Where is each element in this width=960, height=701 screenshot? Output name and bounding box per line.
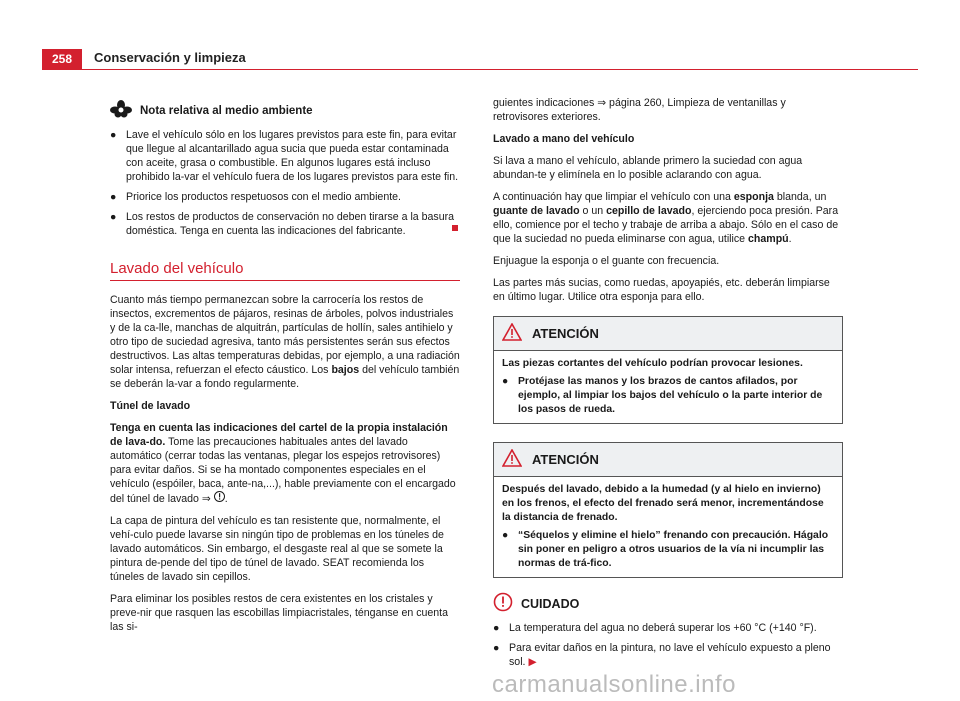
- section-paragraph: Para eliminar los posibles restos de cera existentes en los cristales y preve-nir que rasquen las escobillas limpiacristales, ténganse en cuenta las si-: [110, 593, 449, 633]
- list-item: ● Priorice los productos respetuosos con el medio ambiente.: [110, 191, 401, 203]
- env-note-title: Nota relativa al medio ambiente: [140, 105, 313, 117]
- list-item: ● “Séquelos y elimine el hielo” frenando con precaución. Hágalo sin poner en peligro a otros usuarios de la vía ni incumplir las normas de trá-fico.: [502, 530, 829, 569]
- warning-triangle-icon: [502, 323, 522, 344]
- warning-title: ATENCIÓN: [532, 325, 599, 341]
- tunnel-paragraph: Tenga en cuenta las indicaciones del cartel de la propia instalación de lava-do. Tome las precauciones habituales antes del lavado automático (cerrar todas las ventanas, plegar los espejos retrovisores) para evitar daños. Si se ha montado componentes especiales en el vehículo (espóiler, baca, ante-na,...), hable previamente con el encargado del túnel de lavado ⇒ .: [110, 422, 456, 505]
- warning-header: [494, 443, 842, 477]
- bullet-icon: ●: [493, 642, 500, 654]
- section-rule: [110, 280, 460, 281]
- bullet-icon: ●: [110, 129, 117, 141]
- section-paragraph: La capa de pintura del vehículo es tan resistente que, normalmente, el vehí-culo puede lavarse sin ningún tipo de problemas en los túneles de lavado automáticos. Sin embargo, el desgaste real al que se somete la pintura de-pende del tipo de túnel de lavado. SEAT recomienda los túneles de lavado sin cepillos.: [110, 515, 444, 583]
- end-marker-icon: [452, 218, 458, 236]
- bullet-icon: ●: [493, 622, 500, 634]
- list-item: ● Los restos de productos de conservación no deben tirarse a la basura doméstica. Tenga en cuenta las indicaciones del fabricante.: [110, 211, 455, 237]
- section-title: Lavado del vehículo: [110, 260, 244, 277]
- warning-box-1: [493, 316, 843, 424]
- bullet-icon: ●: [502, 530, 509, 541]
- warning-body: Después del lavado, debido a la humedad (y al hielo en invierno) en los frenos, el efecto del frenado será menor, incrementándose la distancia de frenado. ● “Séquelos y elimine el hielo” frenando con precaución. Hágalo sin poner en peligro a otros usuarios de la vía ni incumplir las normas de trá-fico.: [494, 477, 842, 577]
- watermark: carmanualsonline.info: [492, 671, 736, 698]
- header-rule: [42, 69, 918, 70]
- bullet-icon: ●: [110, 211, 117, 223]
- caution-circle-icon: [493, 592, 513, 615]
- page-header-title: Conservación y limpieza: [94, 50, 246, 65]
- continued-paragraph: guientes indicaciones ⇒ página 260, Limpieza de ventanillas y retrovisores exteriores.: [493, 97, 786, 123]
- bullet-icon: ●: [110, 191, 117, 203]
- hand-paragraph: Si lava a mano el vehículo, ablande primero la suciedad con agua abundan-te y elimínela en lo posible aclarando con agua.: [493, 155, 803, 181]
- warning-header: [494, 317, 842, 351]
- list-item: ● La temperatura del agua no deberá superar los +60 °C (+140 °F).: [493, 622, 817, 634]
- leaf-icon: [110, 100, 132, 122]
- hand-paragraph: Enjuague la esponja o el guante con frecuencia.: [493, 255, 720, 267]
- warning-box-2: [493, 442, 843, 578]
- left-column: [110, 96, 460, 642]
- warning-title: ATENCIÓN: [532, 451, 599, 467]
- list-item: ● Protéjase las manos y los brazos de cantos afilados, por ejemplo, al limpiar los bajos del vehículo o la parte interior de los pasos de rueda.: [502, 376, 823, 415]
- list-item: ● Para evitar daños en la pintura, no lave el vehículo expuesto a pleno sol. ▶: [493, 642, 831, 668]
- caution-ref-icon[interactable]: [214, 491, 225, 506]
- continue-arrow-icon: ▶: [528, 656, 537, 668]
- care-title: CUIDADO: [521, 596, 580, 611]
- page-number: 258: [42, 49, 82, 69]
- env-note-heading: [110, 100, 460, 122]
- list-item: ● Lave el vehículo sólo en los lugares previstos para este fin, para evitar que llegue al alcantarillado agua sucia que pueda estar contaminada con aceite, grasa o combustible. En algunos lugares está incluso prohibido la-var el vehículo fuera de los lugares previstos para este fin.: [110, 129, 459, 183]
- hand-paragraph: Las partes más sucias, como ruedas, apoyapiés, etc. deberán limpiarse en último lugar. Utilice otra esponja para ello.: [493, 277, 830, 303]
- hand-paragraph: A continuación hay que limpiar el vehículo con una esponja blanda, un guante de lavado o un cepillo de lavado, ejerciendo poca presión. Para ello, comience por el techo y trabaje de arriba a abajo. Sólo en el caso de que la suciedad no pueda eliminarse con agua, utilice champú.: [493, 191, 839, 245]
- bullet-icon: ●: [502, 376, 509, 387]
- warning-triangle-icon: [502, 449, 522, 470]
- hand-wash-heading: Lavado a mano del vehículo: [493, 133, 635, 145]
- warning-body: Las piezas cortantes del vehículo podrían provocar lesiones. ● Protéjase las manos y los brazos de cantos afilados, por ejemplo, al limpiar los bajos del vehículo o la parte interior de los pasos de rueda.: [494, 351, 842, 423]
- right-column: [493, 96, 843, 669]
- section-paragraph: Cuanto más tiempo permanezcan sobre la carrocería los restos de insectos, excrementos de pájaros, resinas de árboles, polvos industriales y de la ca-lle, manchas de alquitrán, partículas de hollín, sales antihielo y otro tipo de suciedad agresiva, tanto más persistentes serán sus efectos destructivos. Las altas temperaturas debidas, por ejemplo, a una radiación solar intensa, refuerzan el efecto cáustico. Los bajos del vehículo también se deberán la-var a fondo regularmente.: [110, 294, 460, 390]
- tunnel-heading: Túnel de lavado: [110, 400, 191, 412]
- care-heading: [493, 592, 843, 615]
